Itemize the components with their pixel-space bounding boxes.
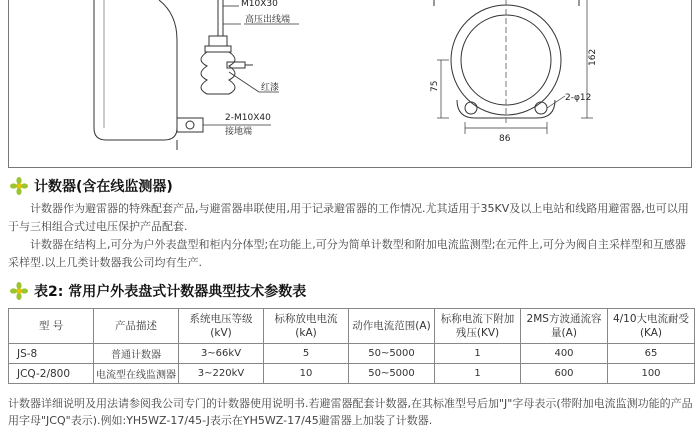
header-discharge-current: 标称放电电流(kA) [264,309,349,344]
cell-voltage: 3~220kV [179,364,264,384]
front-view [434,0,579,125]
header-residual-voltage: 标称电流下附加残压(KV) [435,309,521,344]
cell-model: JCQ-2/800 [9,364,94,384]
ground-terminal-label: 接地端 [225,127,253,137]
leaf-icon [10,282,28,300]
dim-86: 86 [499,134,511,144]
leaf-icon [10,177,28,195]
cell-voltage: 3~66kV [179,344,264,364]
cell-model: JS-8 [9,344,94,364]
drawing-svg [9,0,693,168]
cell-discharge-current: 10 [264,364,349,384]
spec-table [8,308,695,384]
cell-action-current: 50~5000 [349,344,435,364]
bolt-label: 2-M10X40 [225,113,271,123]
cell-high-current: 65 [608,344,695,364]
header-model: 型 号 [9,309,94,344]
section1-heading [10,176,173,196]
cell-square-wave: 400 [521,344,608,364]
table-header-row [9,309,695,344]
section1-para2: 计数器在结构上,可分为户外表盘型和柜内分体型;在功能上,可分为简单计数型和附加电流监测型;在元件上,可分为阀自主采样型和互感器采样型.以上几类计数器我公司均有生产. [8,238,686,269]
cell-residual-voltage: 1 [435,364,521,384]
dim-162: 162 [588,48,598,66]
section1-title: 计数器(含在线监测器) [34,179,173,195]
cell-residual-voltage: 1 [435,344,521,364]
footer-note: 计数器详细说明及用法请参阅我公司专门的计数器使用说明书.若避雷器配套计数器,在其标准型号后加"J"字母表示(带附加电流监测功能的产品用字母"JCQ"表示).例如:YH5WZ-17/45-J表示在YH5WZ-17/45避雷器上加装了计数器. [8,397,693,427]
section2-heading [10,281,306,301]
dim-75: 75 [430,80,440,92]
header-voltage: 系统电压等级(kV) [179,309,264,344]
cell-description: 电流型在线监测器 [94,364,179,384]
cell-high-current: 100 [608,364,695,384]
header-action-current: 动作电流范围(A) [349,309,435,344]
cell-action-current: 50~5000 [349,364,435,384]
table-row [9,364,695,384]
header-high-current: 4/10大电流耐受(KA) [608,309,695,344]
section2-title: 表2: 常用户外表盘式计数器典型技术参数表 [34,284,307,300]
header-description: 产品描述 [94,309,179,344]
cell-description: 普通计数器 [94,344,179,364]
cell-square-wave: 600 [521,364,608,384]
hv-terminal-label: 高压出线端 [245,15,291,25]
cell-discharge-current: 5 [264,344,349,364]
red-paint-label: 红漆 [261,83,280,93]
dim-holes: 2-φ12 [565,93,592,103]
header-square-wave: 2MS方波通流容量(A) [521,309,608,344]
top-label: M10X30 [241,0,278,9]
technical-drawing [8,0,692,168]
table-row [9,344,695,364]
section1-para1: 计数器作为避雷器的特殊配套产品,与避雷器串联使用,用于记录避雷器的工作情况.尤其适用于35KV及以上电站和线路用避雷器,也可以用于与三相组合式过电压保护产品配套. [8,202,689,233]
